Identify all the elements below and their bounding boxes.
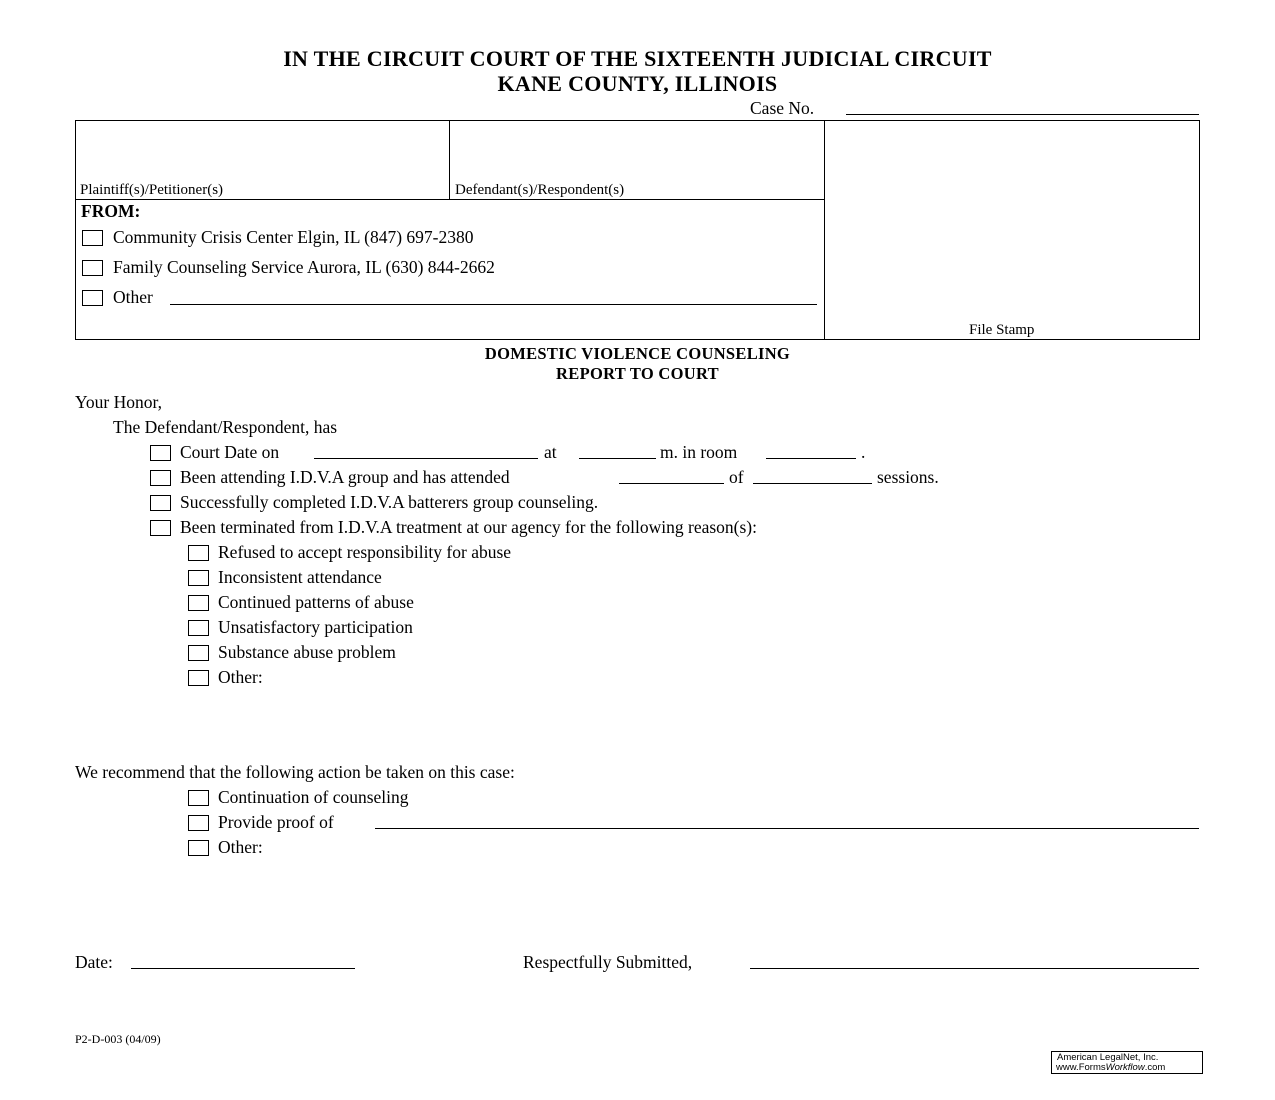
report-subtitle: REPORT TO COURT — [556, 364, 719, 383]
plaintiff-label: Plaintiff(s)/Petitioner(s) — [80, 182, 224, 198]
publisher-logo — [1051, 1051, 1203, 1074]
court-date-at: at — [544, 442, 557, 462]
court-title: IN THE CIRCUIT COURT OF THE SIXTEENTH JUDICIAL CIRCUIT — [283, 46, 992, 71]
submitted-label: Respectfully Submitted, — [523, 952, 693, 972]
reason-participation-label: Unsatisfactory participation — [218, 617, 413, 637]
recommend-proof-label: Provide proof of — [218, 812, 334, 832]
reason-responsibility-label: Refused to accept responsibility for abuse — [218, 542, 512, 562]
from-other-label: Other — [113, 287, 153, 307]
file-stamp-divider — [824, 120, 825, 340]
defendant-label: Defendant(s)/Respondent(s) — [455, 182, 625, 198]
from-crisis-center-checkbox[interactable] — [82, 230, 103, 246]
completed-label: Successfully completed I.D.V.A batterers group counseling. — [180, 492, 599, 512]
reason-participation-checkbox[interactable] — [188, 620, 209, 636]
from-other-field[interactable] — [170, 304, 817, 305]
recommend-continuation-label: Continuation of counseling — [218, 787, 409, 807]
reason-other-label: Other: — [218, 667, 263, 687]
party-divider — [449, 120, 450, 200]
reason-substance-checkbox[interactable] — [188, 645, 209, 661]
from-family-counseling-checkbox[interactable] — [82, 260, 103, 276]
recommend-proof-checkbox[interactable] — [188, 815, 209, 831]
reason-attendance-label: Inconsistent attendance — [218, 567, 382, 587]
salutation: Your Honor, — [75, 392, 162, 412]
from-crisis-center-label: Community Crisis Center Elgin, IL (847) 697-2380 — [113, 227, 474, 247]
court-time-field[interactable] — [579, 458, 656, 459]
signature-field[interactable] — [750, 968, 1199, 969]
intro-text: The Defendant/Respondent, has — [113, 417, 338, 437]
reason-substance-label: Substance abuse problem — [218, 642, 396, 662]
reason-patterns-checkbox[interactable] — [188, 595, 209, 611]
file-stamp-label: File Stamp — [969, 322, 1035, 338]
case-no-label: Case No. — [750, 98, 815, 118]
court-date-field[interactable] — [314, 458, 538, 459]
sessions-attended-field[interactable] — [619, 483, 724, 484]
from-label: FROM: — [81, 201, 141, 221]
report-title: DOMESTIC VIOLENCE COUNSELING — [484, 344, 791, 363]
logo-prefix: www.Forms — [1056, 1062, 1106, 1073]
from-family-counseling-label: Family Counseling Service Aurora, IL (630) 844-2662 — [113, 257, 495, 277]
case-no-field[interactable] — [846, 114, 1199, 115]
from-divider — [75, 199, 824, 200]
date-field[interactable] — [131, 968, 355, 969]
attending-sessions: sessions. — [877, 467, 939, 487]
reason-other-checkbox[interactable] — [188, 670, 209, 686]
county-title: KANE COUNTY, ILLINOIS — [497, 71, 778, 96]
recommend-intro: We recommend that the following action be taken on this case: — [75, 762, 515, 782]
court-date-label: Court Date on — [180, 442, 280, 462]
reason-responsibility-checkbox[interactable] — [188, 545, 209, 561]
from-other-checkbox[interactable] — [82, 290, 103, 306]
court-date-checkbox[interactable] — [150, 445, 171, 461]
attending-checkbox[interactable] — [150, 470, 171, 486]
attending-of: of — [729, 467, 744, 487]
recommend-other-label: Other: — [218, 837, 263, 857]
completed-checkbox[interactable] — [150, 495, 171, 511]
reason-attendance-checkbox[interactable] — [188, 570, 209, 586]
reason-patterns-label: Continued patterns of abuse — [218, 592, 414, 612]
logo-suffix: .com — [1144, 1062, 1166, 1073]
logo-line2 — [1056, 1063, 1202, 1073]
form-code: P2-D-003 (04/09) — [75, 1032, 161, 1046]
court-date-room-label: m. in room — [660, 442, 738, 462]
terminated-label: Been terminated from I.D.V.A treatment at our agency for the following reason(s): — [180, 517, 757, 537]
logo-line1: American LegalNet, Inc. — [1057, 1052, 1159, 1063]
logo-italic: Workflow — [1105, 1062, 1145, 1073]
recommend-proof-field[interactable] — [375, 828, 1199, 829]
recommend-other-checkbox[interactable] — [188, 840, 209, 856]
court-room-field[interactable] — [766, 458, 856, 459]
sessions-total-field[interactable] — [753, 483, 872, 484]
recommend-continuation-checkbox[interactable] — [188, 790, 209, 806]
date-label: Date: — [75, 952, 113, 972]
court-date-period: . — [861, 442, 866, 462]
terminated-checkbox[interactable] — [150, 520, 171, 536]
attending-label: Been attending I.D.V.A group and has attended — [180, 467, 510, 487]
